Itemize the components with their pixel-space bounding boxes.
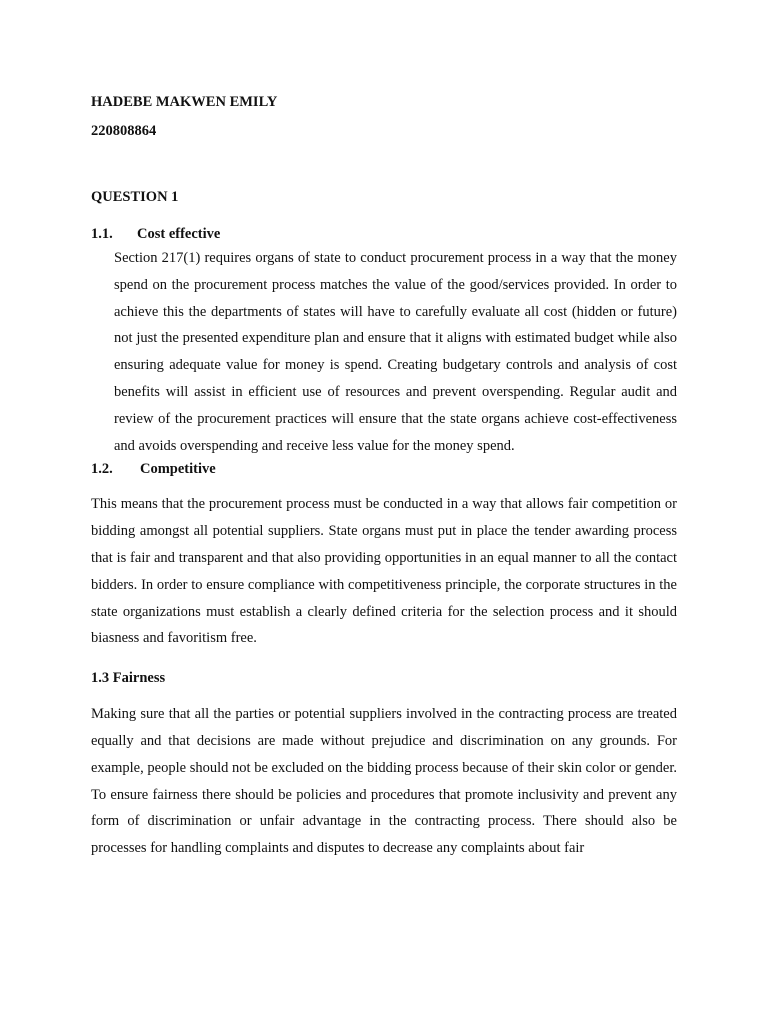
section-body-1-1: Section 217(1) requires organs of state to conduct procurement process in a way that the money spend on the procurement process matches the value of the good/services provided. In order to achieve this the departments of states will have to carefully evaluate all cost (hidden or future) not just the presented expenditure plan and ensure that it aligns with estimated budget while also ensuring adequate value for money is spend. Creating budgetary controls and analysis of cost benefits will assist in efficient use of resources and prevent overspending. Regular audit and review of the procurement practices will ensure that the state organs achieve cost-effectiveness and avoids overspending and receive less value for the money spend. — [114, 250, 677, 454]
section-heading-1-1 — [91, 224, 677, 244]
document-page — [91, 92, 677, 862]
section-body-1-3: Making sure that all the parties or potential suppliers involved in the contracting process are treated equally and that decisions are made without prejudice and discrimination on any grounds. For example, people should not be excluded on the bidding process because of their skin color or gender. To ensure fairness there should be policies and procedures that promote inclusivity and prevent any form of discrimination or unfair advantage in the contracting process. There should also be processes for handling complaints and disputes to decrease any complaints about fair — [91, 706, 677, 857]
section-number: 1.2. — [91, 461, 113, 478]
section-number: 1.1. — [91, 226, 113, 242]
section-heading-1-3: 1.3 Fairness — [91, 670, 166, 687]
section-title: Cost effective — [137, 226, 221, 242]
section-title: Competitive — [140, 461, 216, 478]
student-number: 220808864 — [91, 123, 157, 139]
section-heading-1-2 — [91, 459, 677, 479]
author-name: HADEBE MAKWEN EMILY — [91, 94, 278, 110]
question-title: QUESTION 1 — [91, 189, 179, 205]
section-body-1-2: This means that the procurement process must be conducted in a way that allows fair competition or bidding amongst all potential suppliers. State organs must put in place the tender awarding process that is fair and transparent and that also providing opportunities in an equal manner to all the contact bidders. In order to ensure compliance with competitiveness principle, the corporate structures in the state organizations must establish a clearly defined criteria for the selection process and it should biasness and favoritism free. — [91, 496, 677, 647]
